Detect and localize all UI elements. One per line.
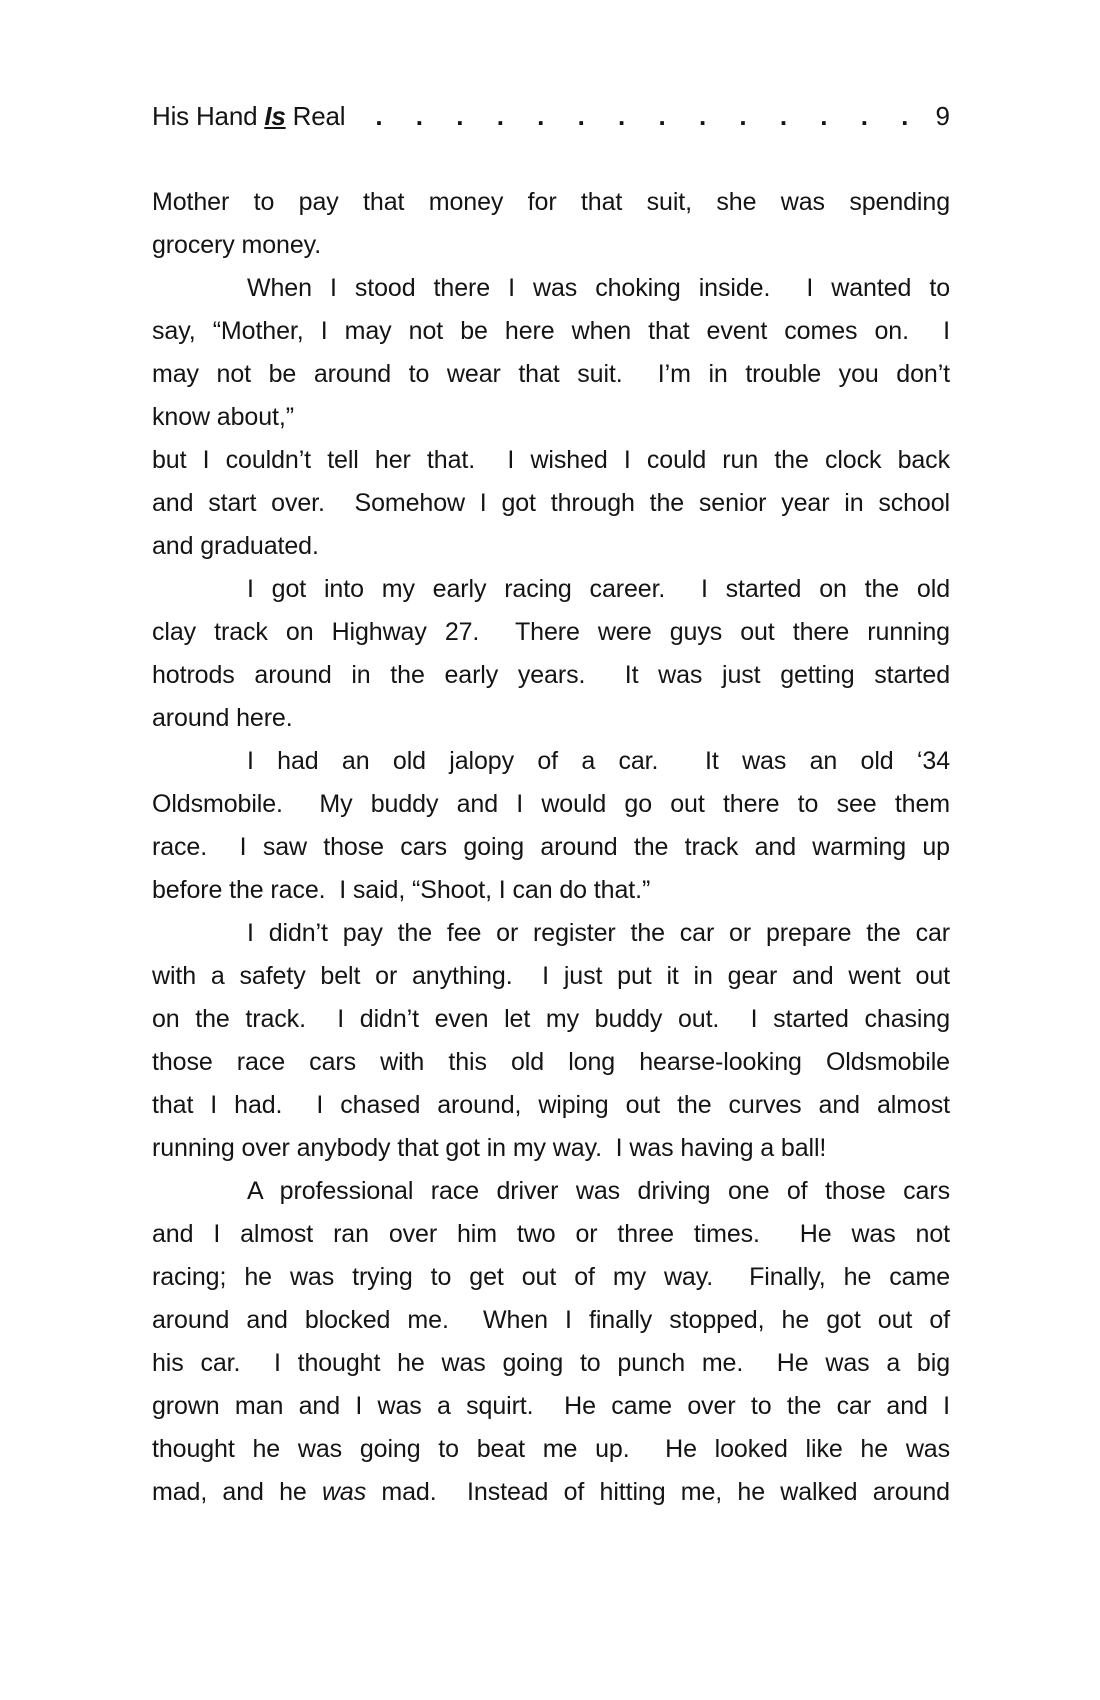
emphasis-text: Is [264, 101, 286, 131]
text-line [152, 267, 950, 310]
text-line [152, 224, 950, 267]
text-segment: Oldsmobile. My buddy and I would go out there to see them [152, 790, 950, 818]
text-line [152, 1385, 950, 1428]
text-segment: I got into my early racing career. I started on the old [247, 575, 950, 603]
text-segment: running over anybody that got in my way. I was having a ball! [152, 1134, 827, 1162]
text-segment: Real [285, 101, 346, 131]
page-number: 9 [935, 101, 950, 131]
text-line [152, 353, 950, 396]
text-segment: know about,” [152, 403, 294, 431]
text-line [152, 955, 950, 998]
text-line [152, 611, 950, 654]
text-segment: I had an old jalopy of a car. It was an old ‘34 [247, 747, 950, 775]
text-line [152, 482, 950, 525]
text-segment: mad, and he [152, 1478, 322, 1506]
text-line [152, 912, 950, 955]
text-segment: grown man and I was a squirt. He came over to the car and I [152, 1392, 950, 1420]
running-header-title [152, 96, 345, 136]
text-segment: His Hand [152, 101, 265, 131]
text-segment: mad. Instead of hitting me, he walked around [366, 1478, 950, 1506]
text-segment: may not be around to wear that suit. I’m in trouble you don’t [152, 360, 950, 388]
text-line [152, 1041, 950, 1084]
text-segment: say, “Mother, I may not be here when that event comes on. I [152, 317, 950, 345]
text-line [152, 1299, 950, 1342]
text-segment: with a safety belt or anything. I just put it in gear and went out [152, 962, 950, 990]
text-line [152, 783, 950, 826]
text-line [152, 740, 950, 783]
text-segment: but I couldn’t tell her that. I wished I could run the clock back [152, 446, 950, 474]
body-text [152, 181, 950, 1514]
text-line [152, 654, 950, 697]
emphasis-text: was [321, 1478, 367, 1506]
running-header [152, 96, 950, 136]
text-segment: around here. [152, 704, 293, 732]
text-segment: I didn’t pay the fee or register the car or prepare the car [247, 919, 950, 947]
text-line [152, 439, 950, 482]
text-segment: When I stood there I was choking inside. I wanted to [247, 274, 950, 302]
text-segment: race. I saw those cars going around the track and warming up [152, 833, 950, 861]
text-line [152, 396, 950, 439]
text-line [152, 525, 950, 568]
text-line [152, 1342, 950, 1385]
text-segment: Mother to pay that money for that suit, she was spending [152, 188, 950, 216]
text-line [152, 869, 950, 912]
text-line [152, 181, 950, 224]
dot-leader: . . . . . . . . . . . . . . [375, 101, 909, 131]
text-line [152, 568, 950, 611]
text-segment: on the track. I didn’t even let my buddy out. I started chasing [152, 1005, 950, 1033]
text-line [152, 310, 950, 353]
text-segment: thought he was going to beat me up. He looked like he was [152, 1435, 950, 1463]
text-line [152, 1127, 950, 1170]
text-line [152, 998, 950, 1041]
text-segment: and start over. Somehow I got through the senior year in school [152, 489, 950, 517]
text-segment: A professional race driver was driving one of those cars [247, 1177, 950, 1205]
text-segment: and I almost ran over him two or three times. He was not [152, 1220, 950, 1248]
text-segment: those race cars with this old long hearse-looking Oldsmobile [152, 1048, 950, 1076]
text-segment: around and blocked me. When I finally stopped, he got out of [152, 1306, 950, 1334]
text-line [152, 1213, 950, 1256]
text-line [152, 1084, 950, 1127]
text-segment: hotrods around in the early years. It was just getting started [152, 661, 950, 689]
text-line [152, 697, 950, 740]
text-segment: his car. I thought he was going to punch me. He was a big [152, 1349, 950, 1377]
text-segment: racing; he was trying to get out of my way. Finally, he came [152, 1263, 950, 1291]
text-line [152, 1428, 950, 1471]
text-line [152, 1170, 950, 1213]
text-segment: before the race. I said, “Shoot, I can do that.” [152, 876, 651, 904]
text-segment: grocery money. [152, 231, 322, 259]
text-segment: and graduated. [152, 532, 319, 560]
text-segment: clay track on Highway 27. There were guys out there running [152, 618, 950, 646]
text-segment: that I had. I chased around, wiping out the curves and almost [152, 1091, 950, 1119]
text-line [152, 1471, 950, 1514]
text-line [152, 826, 950, 869]
text-line [152, 1256, 950, 1299]
